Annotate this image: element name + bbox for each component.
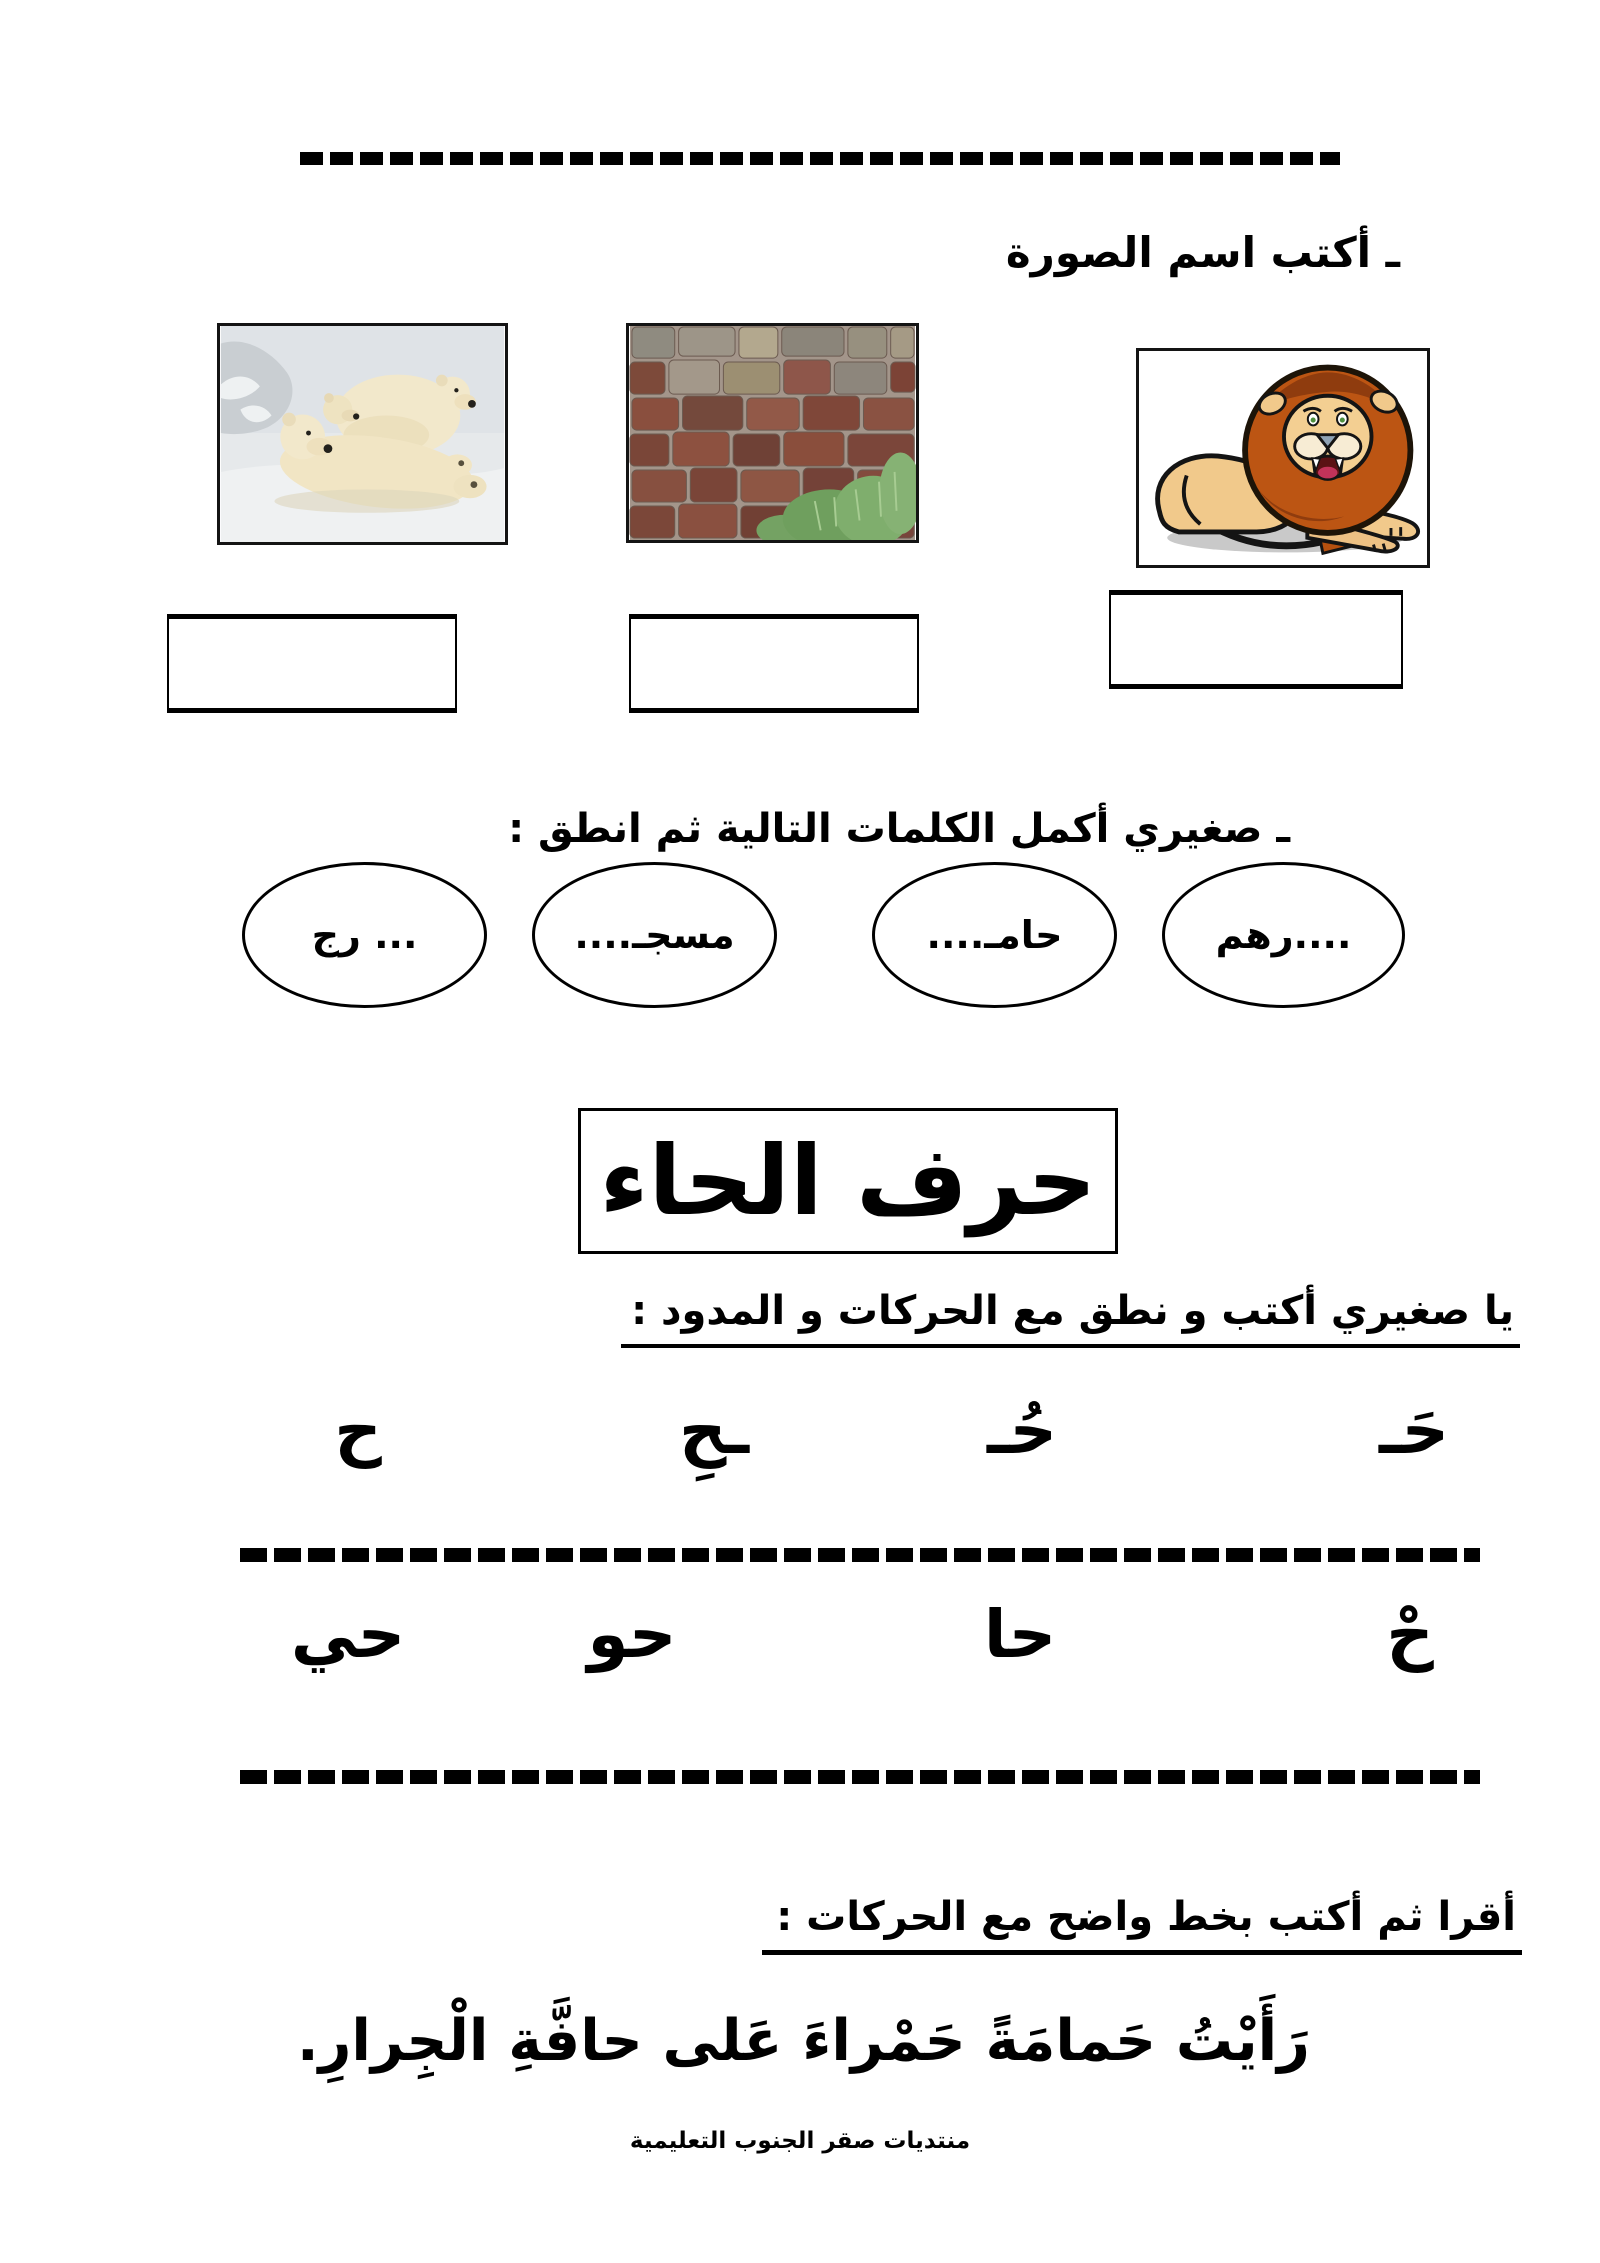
word-oval-text: ... رج xyxy=(311,913,418,957)
word-oval-text: مسجـ.... xyxy=(574,913,735,957)
dashed-separator-1 xyxy=(240,1548,1480,1562)
write-picture-name-heading: ـ أكتب اسم الصورة xyxy=(1005,228,1400,277)
picture-name-answer-box-stone-wall[interactable] xyxy=(629,614,919,713)
polar-bears-illustration xyxy=(220,326,505,542)
letter-ha-isolated: ح xyxy=(334,1392,382,1469)
letter-ha-fatha: حَـ xyxy=(1378,1392,1450,1469)
picture-frame-polar-bears xyxy=(217,323,508,545)
word-oval-text: ....رهم xyxy=(1215,913,1352,957)
picture-name-answer-box-polar-bears[interactable] xyxy=(167,614,457,713)
picture-name-answer-box-lion[interactable] xyxy=(1109,590,1403,689)
dashed-separator-2 xyxy=(240,1770,1480,1784)
complete-words-heading: ـ صغيري أكمل الكلمات التالية ثم انطق : xyxy=(508,806,1290,852)
letter-ha-sukun: حْ xyxy=(1386,1596,1434,1673)
reading-heading: أقرا ثم أكتب بخط واضح مع الحركات : xyxy=(762,1894,1522,1955)
reading-sentence: رَأَيْتُ حَمامَةً حَمْراءَ عَلى حافَّةِ الْجِرارِ. xyxy=(296,2008,1310,2074)
word-oval-masj[interactable] xyxy=(532,862,777,1008)
letter-ha-damma: حُـ xyxy=(986,1392,1058,1469)
forms-heading: يا صغيري أكتب و نطق مع الحركات و المدود : xyxy=(621,1288,1520,1348)
word-oval-rhm[interactable] xyxy=(1162,862,1405,1008)
top-dashed-line xyxy=(300,152,1340,165)
letter-title: حرف الحاء xyxy=(599,1125,1097,1237)
lion-illustration xyxy=(1139,351,1427,565)
stone-wall-illustration xyxy=(629,326,916,540)
picture-frame-lion xyxy=(1136,348,1430,568)
letter-ha-waw: حو xyxy=(587,1596,677,1673)
word-oval-rj[interactable] xyxy=(242,862,487,1008)
letter-ha-kasra: ـحِ xyxy=(678,1392,750,1469)
picture-frame-stone-wall xyxy=(626,323,919,543)
footer-credit: منتديات صقر الجنوب التعليمية xyxy=(629,2128,971,2154)
letter-ha-alif: حا xyxy=(983,1596,1057,1673)
letter-title-box xyxy=(578,1108,1118,1254)
letter-ha-ya: حي xyxy=(290,1596,406,1673)
word-oval-ham[interactable] xyxy=(872,862,1117,1008)
word-oval-text: حامـ.... xyxy=(926,913,1063,957)
